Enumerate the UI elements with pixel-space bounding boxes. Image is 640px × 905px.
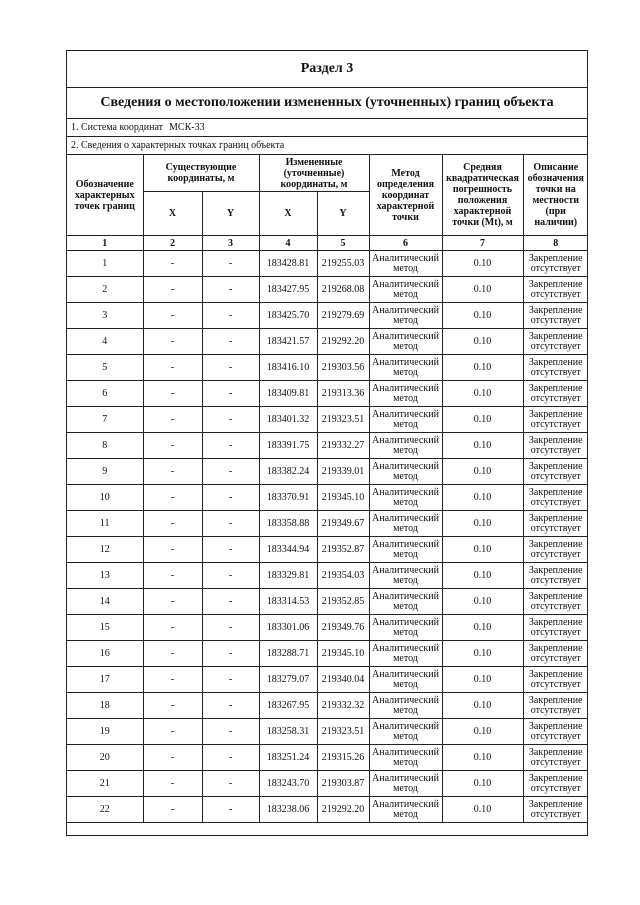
header-existing-x: X bbox=[143, 192, 202, 236]
existing-x: - bbox=[143, 433, 202, 459]
accuracy-mt: 0.10 bbox=[442, 771, 523, 797]
changed-x: 183301.06 bbox=[259, 615, 317, 641]
existing-x: - bbox=[143, 537, 202, 563]
table-row bbox=[67, 433, 588, 459]
existing-y: - bbox=[202, 251, 259, 277]
changed-x: 183370.91 bbox=[259, 485, 317, 511]
changed-x: 183258.31 bbox=[259, 719, 317, 745]
changed-x: 183382.24 bbox=[259, 459, 317, 485]
changed-y: 219345.10 bbox=[317, 485, 369, 511]
point-number: 22 bbox=[67, 797, 143, 823]
existing-y: - bbox=[202, 355, 259, 381]
table-row bbox=[67, 745, 588, 771]
column-number: 8 bbox=[523, 236, 588, 251]
existing-y: - bbox=[202, 719, 259, 745]
changed-y: 219313.36 bbox=[317, 381, 369, 407]
point-description: Закрепление отсутствует bbox=[523, 407, 588, 433]
existing-x: - bbox=[143, 693, 202, 719]
existing-x: - bbox=[143, 459, 202, 485]
coord-system-label: 1. Система координат bbox=[71, 122, 164, 133]
table-row bbox=[67, 459, 588, 485]
existing-y: - bbox=[202, 407, 259, 433]
existing-y: - bbox=[202, 329, 259, 355]
point-number: 5 bbox=[67, 355, 143, 381]
changed-y: 219323.51 bbox=[317, 407, 369, 433]
method: Аналитический метод bbox=[369, 485, 442, 511]
changed-x: 183428.81 bbox=[259, 251, 317, 277]
changed-y: 219303.56 bbox=[317, 355, 369, 381]
accuracy-mt: 0.10 bbox=[442, 615, 523, 641]
accuracy-mt: 0.10 bbox=[442, 277, 523, 303]
column-numbers-row bbox=[67, 236, 588, 251]
changed-x: 183279.07 bbox=[259, 667, 317, 693]
point-number: 13 bbox=[67, 563, 143, 589]
changed-y: 219303.87 bbox=[317, 771, 369, 797]
point-number: 15 bbox=[67, 615, 143, 641]
point-number: 14 bbox=[67, 589, 143, 615]
table-row bbox=[67, 589, 588, 615]
point-number: 2 bbox=[67, 277, 143, 303]
header-existing-y: Y bbox=[202, 192, 259, 236]
point-description: Закрепление отсутствует bbox=[523, 433, 588, 459]
table-row bbox=[67, 667, 588, 693]
existing-y: - bbox=[202, 771, 259, 797]
header-existing: Существующие координаты, м bbox=[143, 155, 259, 192]
accuracy-mt: 0.10 bbox=[442, 303, 523, 329]
method: Аналитический метод bbox=[369, 355, 442, 381]
changed-y: 219323.51 bbox=[317, 719, 369, 745]
changed-x: 183421.57 bbox=[259, 329, 317, 355]
changed-y: 219349.76 bbox=[317, 615, 369, 641]
changed-x: 183288.71 bbox=[259, 641, 317, 667]
method: Аналитический метод bbox=[369, 641, 442, 667]
point-description: Закрепление отсутствует bbox=[523, 511, 588, 537]
point-number: 20 bbox=[67, 745, 143, 771]
table-row bbox=[67, 719, 588, 745]
point-description: Закрепление отсутствует bbox=[523, 303, 588, 329]
existing-x: - bbox=[143, 563, 202, 589]
existing-x: - bbox=[143, 745, 202, 771]
existing-y: - bbox=[202, 433, 259, 459]
table-row bbox=[67, 355, 588, 381]
method: Аналитический метод bbox=[369, 251, 442, 277]
point-number: 21 bbox=[67, 771, 143, 797]
table-row bbox=[67, 511, 588, 537]
method: Аналитический метод bbox=[369, 303, 442, 329]
header-accuracy: Средняя квадратическая погрешность положения характерной точки (Mt), м bbox=[442, 155, 523, 236]
point-description: Закрепление отсутствует bbox=[523, 485, 588, 511]
point-description: Закрепление отсутствует bbox=[523, 563, 588, 589]
point-description: Закрепление отсутствует bbox=[523, 459, 588, 485]
existing-x: - bbox=[143, 797, 202, 823]
accuracy-mt: 0.10 bbox=[442, 459, 523, 485]
header-designation: Обозначение характерных точек границ bbox=[67, 155, 143, 236]
existing-y: - bbox=[202, 745, 259, 771]
point-number: 11 bbox=[67, 511, 143, 537]
point-description: Закрепление отсутствует bbox=[523, 589, 588, 615]
accuracy-mt: 0.10 bbox=[442, 485, 523, 511]
subtitle: Сведения о местоположении измененных (уточненных) границ объекта bbox=[67, 88, 587, 119]
table-row bbox=[67, 407, 588, 433]
existing-y: - bbox=[202, 641, 259, 667]
method: Аналитический метод bbox=[369, 667, 442, 693]
method: Аналитический метод bbox=[369, 771, 442, 797]
changed-x: 183238.06 bbox=[259, 797, 317, 823]
method: Аналитический метод bbox=[369, 407, 442, 433]
point-description: Закрепление отсутствует bbox=[523, 355, 588, 381]
point-number: 10 bbox=[67, 485, 143, 511]
point-number: 19 bbox=[67, 719, 143, 745]
existing-x: - bbox=[143, 641, 202, 667]
existing-y: - bbox=[202, 303, 259, 329]
point-description: Закрепление отсутствует bbox=[523, 329, 588, 355]
method: Аналитический метод bbox=[369, 589, 442, 615]
existing-x: - bbox=[143, 251, 202, 277]
changed-y: 219268.08 bbox=[317, 277, 369, 303]
point-number: 3 bbox=[67, 303, 143, 329]
header-method: Метод определения координат характерной точки bbox=[369, 155, 442, 236]
changed-x: 183344.94 bbox=[259, 537, 317, 563]
changed-x: 183416.10 bbox=[259, 355, 317, 381]
column-number: 2 bbox=[143, 236, 202, 251]
accuracy-mt: 0.10 bbox=[442, 641, 523, 667]
points-caption: 2. Сведения о характерных точках границ объекта bbox=[67, 137, 587, 155]
accuracy-mt: 0.10 bbox=[442, 381, 523, 407]
changed-y: 219354.03 bbox=[317, 563, 369, 589]
table-row bbox=[67, 537, 588, 563]
accuracy-mt: 0.10 bbox=[442, 589, 523, 615]
existing-x: - bbox=[143, 277, 202, 303]
changed-x: 183314.53 bbox=[259, 589, 317, 615]
table-row bbox=[67, 771, 588, 797]
points-table bbox=[67, 155, 588, 823]
point-description: Закрепление отсутствует bbox=[523, 719, 588, 745]
table-row bbox=[67, 693, 588, 719]
accuracy-mt: 0.10 bbox=[442, 563, 523, 589]
existing-y: - bbox=[202, 563, 259, 589]
existing-x: - bbox=[143, 589, 202, 615]
existing-y: - bbox=[202, 537, 259, 563]
accuracy-mt: 0.10 bbox=[442, 693, 523, 719]
existing-y: - bbox=[202, 485, 259, 511]
accuracy-mt: 0.10 bbox=[442, 511, 523, 537]
column-number: 1 bbox=[67, 236, 143, 251]
existing-x: - bbox=[143, 485, 202, 511]
table-row bbox=[67, 303, 588, 329]
point-description: Закрепление отсутствует bbox=[523, 667, 588, 693]
point-number: 4 bbox=[67, 329, 143, 355]
changed-x: 183391.75 bbox=[259, 433, 317, 459]
existing-x: - bbox=[143, 329, 202, 355]
changed-y: 219352.85 bbox=[317, 589, 369, 615]
column-number: 5 bbox=[317, 236, 369, 251]
existing-y: - bbox=[202, 381, 259, 407]
point-description: Закрепление отсутствует bbox=[523, 615, 588, 641]
method: Аналитический метод bbox=[369, 563, 442, 589]
accuracy-mt: 0.10 bbox=[442, 537, 523, 563]
column-number: 6 bbox=[369, 236, 442, 251]
changed-x: 183427.95 bbox=[259, 277, 317, 303]
changed-y: 219349.67 bbox=[317, 511, 369, 537]
table-row bbox=[67, 563, 588, 589]
accuracy-mt: 0.10 bbox=[442, 745, 523, 771]
changed-x: 183251.24 bbox=[259, 745, 317, 771]
changed-y: 219279.69 bbox=[317, 303, 369, 329]
point-number: 16 bbox=[67, 641, 143, 667]
changed-y: 219292.20 bbox=[317, 797, 369, 823]
table-row bbox=[67, 797, 588, 823]
existing-y: - bbox=[202, 589, 259, 615]
existing-y: - bbox=[202, 667, 259, 693]
method: Аналитический метод bbox=[369, 511, 442, 537]
point-description: Закрепление отсутствует bbox=[523, 381, 588, 407]
changed-y: 219332.32 bbox=[317, 693, 369, 719]
accuracy-mt: 0.10 bbox=[442, 667, 523, 693]
changed-x: 183425.70 bbox=[259, 303, 317, 329]
coord-system-line bbox=[67, 119, 587, 137]
existing-y: - bbox=[202, 459, 259, 485]
changed-x: 183358.88 bbox=[259, 511, 317, 537]
existing-x: - bbox=[143, 719, 202, 745]
header-changed-x: X bbox=[259, 192, 317, 236]
point-number: 9 bbox=[67, 459, 143, 485]
table-row bbox=[67, 485, 588, 511]
existing-y: - bbox=[202, 693, 259, 719]
column-number: 4 bbox=[259, 236, 317, 251]
table-row bbox=[67, 615, 588, 641]
column-number: 7 bbox=[442, 236, 523, 251]
changed-y: 219255.03 bbox=[317, 251, 369, 277]
document-sheet bbox=[66, 50, 588, 836]
table-row bbox=[67, 277, 588, 303]
method: Аналитический метод bbox=[369, 693, 442, 719]
point-description: Закрепление отсутствует bbox=[523, 537, 588, 563]
coord-system-value: МСК-33 bbox=[169, 122, 205, 133]
point-description: Закрепление отсутствует bbox=[523, 641, 588, 667]
existing-x: - bbox=[143, 615, 202, 641]
existing-y: - bbox=[202, 797, 259, 823]
changed-y: 219332.27 bbox=[317, 433, 369, 459]
table-row bbox=[67, 329, 588, 355]
changed-x: 183409.81 bbox=[259, 381, 317, 407]
point-description: Закрепление отсутствует bbox=[523, 693, 588, 719]
table-row bbox=[67, 381, 588, 407]
accuracy-mt: 0.10 bbox=[442, 407, 523, 433]
changed-y: 219345.10 bbox=[317, 641, 369, 667]
point-number: 7 bbox=[67, 407, 143, 433]
changed-x: 183243.70 bbox=[259, 771, 317, 797]
point-description: Закрепление отсутствует bbox=[523, 745, 588, 771]
changed-y: 219352.87 bbox=[317, 537, 369, 563]
accuracy-mt: 0.10 bbox=[442, 719, 523, 745]
existing-y: - bbox=[202, 511, 259, 537]
changed-y: 219292.20 bbox=[317, 329, 369, 355]
accuracy-mt: 0.10 bbox=[442, 797, 523, 823]
changed-x: 183267.95 bbox=[259, 693, 317, 719]
method: Аналитический метод bbox=[369, 459, 442, 485]
changed-y: 219339.01 bbox=[317, 459, 369, 485]
point-number: 12 bbox=[67, 537, 143, 563]
accuracy-mt: 0.10 bbox=[442, 355, 523, 381]
existing-x: - bbox=[143, 381, 202, 407]
method: Аналитический метод bbox=[369, 615, 442, 641]
method: Аналитический метод bbox=[369, 537, 442, 563]
method: Аналитический метод bbox=[369, 277, 442, 303]
changed-y: 219315.26 bbox=[317, 745, 369, 771]
existing-x: - bbox=[143, 667, 202, 693]
header-changed: Измененные (уточненные) координаты, м bbox=[259, 155, 369, 192]
point-number: 6 bbox=[67, 381, 143, 407]
header-description: Описание обозначения точки на местности (при наличии) bbox=[523, 155, 588, 236]
method: Аналитический метод bbox=[369, 433, 442, 459]
existing-y: - bbox=[202, 615, 259, 641]
changed-x: 183401.32 bbox=[259, 407, 317, 433]
existing-x: - bbox=[143, 355, 202, 381]
accuracy-mt: 0.10 bbox=[442, 251, 523, 277]
existing-x: - bbox=[143, 771, 202, 797]
table-row bbox=[67, 641, 588, 667]
accuracy-mt: 0.10 bbox=[442, 329, 523, 355]
point-description: Закрепление отсутствует bbox=[523, 771, 588, 797]
table-row bbox=[67, 251, 588, 277]
changed-x: 183329.81 bbox=[259, 563, 317, 589]
method: Аналитический метод bbox=[369, 745, 442, 771]
existing-x: - bbox=[143, 407, 202, 433]
section-title: Раздел 3 bbox=[67, 51, 587, 88]
existing-x: - bbox=[143, 511, 202, 537]
point-number: 8 bbox=[67, 433, 143, 459]
point-description: Закрепление отсутствует bbox=[523, 251, 588, 277]
method: Аналитический метод bbox=[369, 719, 442, 745]
existing-x: - bbox=[143, 303, 202, 329]
method: Аналитический метод bbox=[369, 797, 442, 823]
point-number: 17 bbox=[67, 667, 143, 693]
accuracy-mt: 0.10 bbox=[442, 433, 523, 459]
existing-y: - bbox=[202, 277, 259, 303]
point-number: 18 bbox=[67, 693, 143, 719]
point-description: Закрепление отсутствует bbox=[523, 277, 588, 303]
point-description: Закрепление отсутствует bbox=[523, 797, 588, 823]
column-number: 3 bbox=[202, 236, 259, 251]
changed-y: 219340.04 bbox=[317, 667, 369, 693]
method: Аналитический метод bbox=[369, 329, 442, 355]
header-changed-y: Y bbox=[317, 192, 369, 236]
point-number: 1 bbox=[67, 251, 143, 277]
method: Аналитический метод bbox=[369, 381, 442, 407]
